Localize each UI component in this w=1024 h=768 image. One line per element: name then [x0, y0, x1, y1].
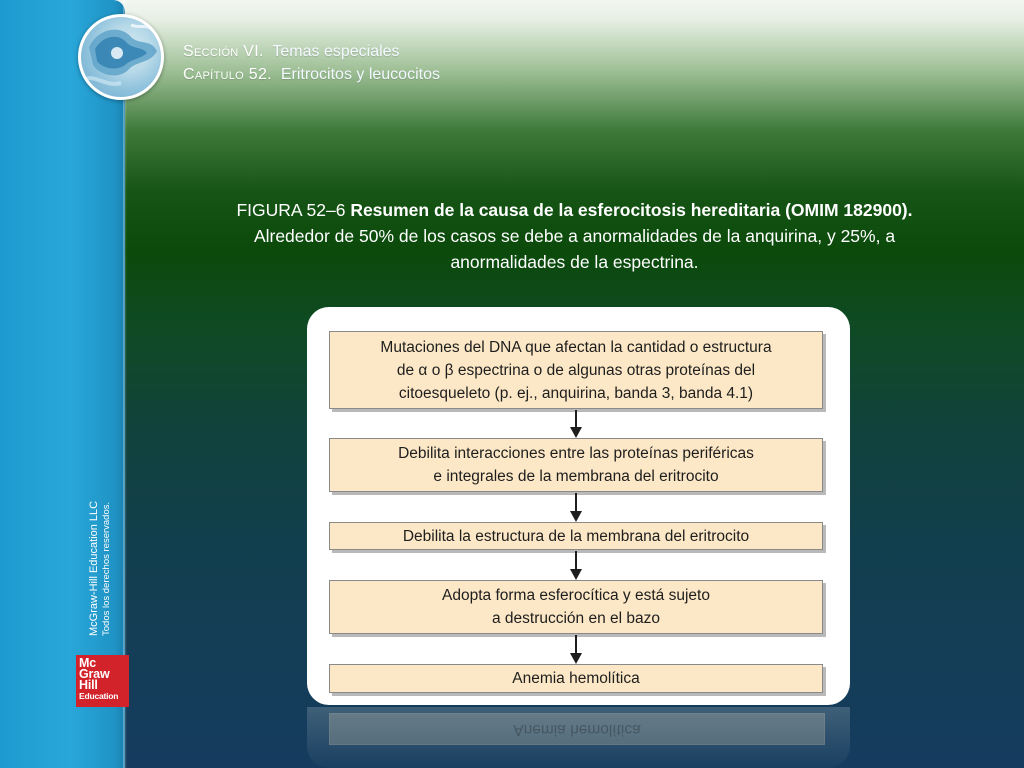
copyright-notice: [88, 501, 113, 636]
section-label: Sección VI.: [183, 43, 264, 60]
down-arrow-icon: [570, 493, 582, 522]
down-arrow-icon: [570, 551, 582, 580]
cell-image-icon: [78, 14, 164, 100]
logo-line-4: Education: [79, 691, 119, 701]
chapter-line: [183, 63, 440, 86]
flowchart-step-3: [329, 522, 823, 550]
reflection-box: Anemia hemolítica: [329, 713, 825, 745]
down-arrow-icon: [570, 635, 582, 664]
sidebar: [0, 0, 125, 768]
figure-reflection: [307, 707, 850, 768]
step-2-line-1: Debilita interacciones entre las proteínas periféricas: [398, 445, 754, 462]
cell-illustration-icon: [81, 17, 161, 97]
figure-title: Resumen de la causa de la esferocitosis hereditaria (OMIM 182900).: [350, 200, 913, 220]
step-2-line-2: e integrales de la membrana del eritrocito: [433, 468, 719, 485]
flowchart-step-5: [329, 664, 823, 693]
step-1-line-2: de α o β espectrina o de algunas otras proteínas del: [396, 361, 756, 379]
copyright-line-2: Todos los derechos reservados.: [101, 501, 112, 636]
step-1-line-3: citoesqueleto (p. ej., anquirina, banda 3, banda 4.1): [398, 384, 754, 402]
header-text: [183, 40, 440, 86]
mcgraw-hill-logo: [76, 655, 129, 707]
figure-description: Alrededor de 50% de los casos se debe a anormalidades de la anquirina, y 25%, a anormalidades de la espectrina.: [253, 226, 896, 272]
logo-line-2: Graw: [79, 667, 110, 681]
step-3-line-1: Debilita la estructura de la membrana del eritrocito: [402, 527, 750, 545]
section-title: Temas especiales: [272, 43, 400, 60]
copyright-line-1: McGraw-Hill Education LLC: [88, 500, 100, 636]
flowchart-step-2: [329, 438, 823, 492]
chapter-label: Capítulo 52.: [183, 66, 272, 83]
section-line: [183, 40, 440, 63]
logo-line-3: Hill: [79, 678, 98, 692]
figure-label: FIGURA 52–6: [236, 200, 346, 220]
chapter-title: Eritrocitos y leucocitos: [280, 66, 440, 83]
step-4-line-2: a destrucción en el bazo: [491, 610, 660, 627]
step-4-line-1: Adopta forma esferocítica y está sujeto: [442, 587, 710, 604]
step-1-line-1: Mutaciones del DNA que afectan la cantidad o estructura: [380, 338, 772, 356]
step-5-line-1: Anemia hemolítica: [512, 670, 640, 687]
flowchart-step-4: [329, 580, 823, 634]
logo-line-1: Mc: [79, 656, 96, 670]
down-arrow-icon: [570, 410, 582, 438]
flowchart-step-1: [329, 331, 823, 409]
sidebar-edge: [123, 0, 127, 768]
figure-caption: [222, 197, 927, 275]
